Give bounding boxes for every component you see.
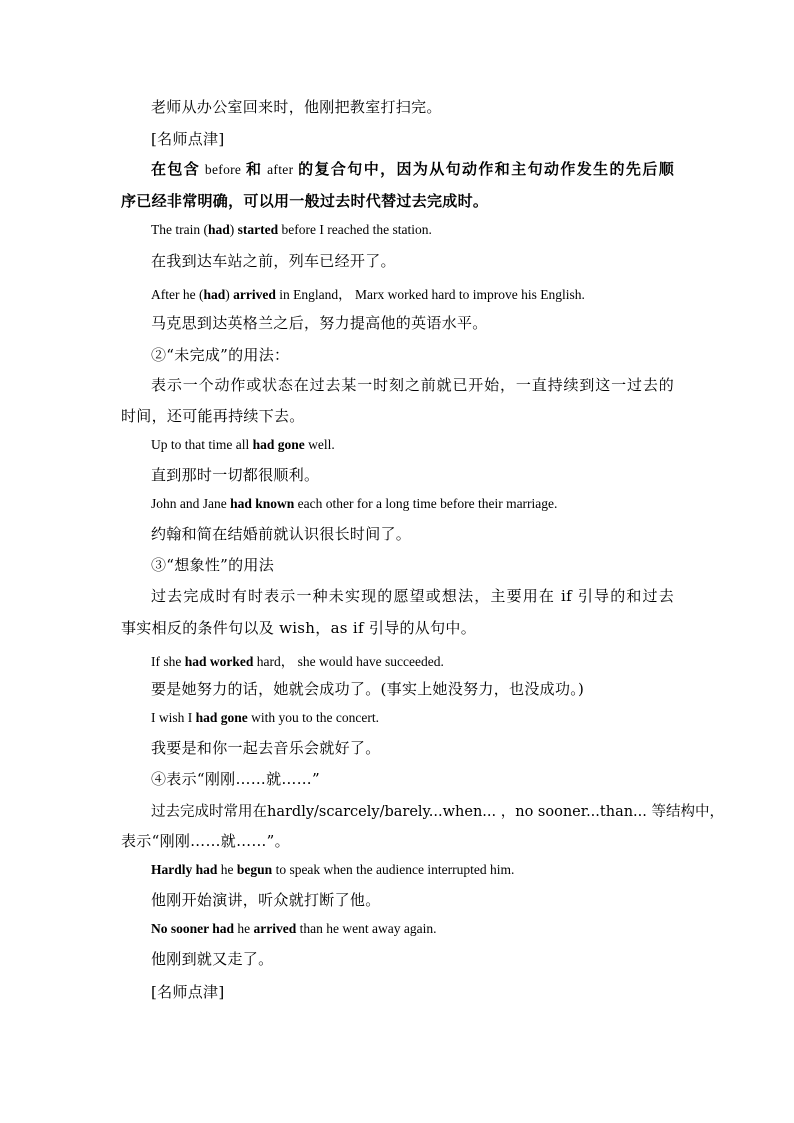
- usage-heading: ④表示“刚刚……就……”: [151, 770, 320, 788]
- text-line: 过去完成时常用在hardly/scarcely/barely...when... ，no sooner...than... 等结构中，: [151, 804, 724, 820]
- bold-text: 在包含: [151, 160, 201, 178]
- text-line: 表示“刚刚……就……”。: [121, 832, 290, 850]
- bold-text: 序已经非常明确，可以用一般过去时代替过去完成时。: [121, 192, 489, 210]
- example-sentence: If she had worked hard， she would have succeeded.: [151, 654, 444, 669]
- example-translation: 约翰和简在结婚前就认识很长时间了。: [151, 525, 412, 543]
- section-heading-tip: [名师点津]: [151, 130, 225, 148]
- example-translation: 要是她努力的话，她就会成功了。(事实上她没努力，也没成功。): [151, 680, 585, 698]
- text-line: 表示一个动作或状态在过去某一时刻之前就已开始，一直持续到这一过去的: [151, 376, 674, 394]
- tip-rule-line: [121, 190, 488, 211]
- text-line: 过去完成时有时表示一种未实现的愿望或想法，主要用在 if 引导的和过去: [151, 587, 674, 605]
- usage-heading: ②“未完成”的用法：: [151, 346, 290, 364]
- bold-text: 和: [245, 160, 263, 178]
- example-translation: 他刚到就又走了。: [151, 950, 274, 968]
- example-sentence: No sooner had he arrived than he went away again.: [151, 921, 437, 936]
- example-translation: 直到那时一切都很顺利。: [151, 466, 320, 484]
- example-sentence: I wish I had gone with you to the concert.: [151, 710, 379, 725]
- section-heading-tip: [名师点津]: [151, 983, 225, 1001]
- example-sentence: Up to that time all had gone well.: [151, 437, 335, 452]
- text-line: 时间，还可能再持续下去。: [121, 407, 305, 425]
- english-word: after: [262, 162, 299, 177]
- bold-text: 的复合句中，因为从句动作和主句动作发生的先后顺: [298, 160, 675, 178]
- example-translation: 他刚开始演讲，听众就打断了他。: [151, 891, 381, 909]
- example-translation: 我要是和你一起去音乐会就好了。: [151, 739, 381, 757]
- example-sentence: John and Jane had known each other for a long time before their marriage.: [151, 496, 558, 511]
- example-sentence: Hardly had he begun to speak when the audience interrupted him.: [151, 862, 515, 877]
- example-sentence: After he (had) arrived in England， Marx worked hard to improve his English.: [151, 287, 585, 302]
- text-line: 老师从办公室回来时，他刚把教室打扫完。: [151, 98, 442, 116]
- text-line: 事实相反的条件句以及 wish，as if 引导的从句中。: [121, 619, 476, 637]
- example-translation: 马克思到达英格兰之后，努力提高他的英语水平。: [151, 314, 488, 332]
- english-word: before: [200, 162, 246, 177]
- example-sentence: The train (had) started before I reached the station.: [151, 222, 432, 237]
- usage-heading: ③“想象性”的用法: [151, 556, 275, 574]
- example-translation: 在我到达车站之前，列车已经开了。: [151, 252, 396, 270]
- tip-rule-line: [151, 158, 674, 179]
